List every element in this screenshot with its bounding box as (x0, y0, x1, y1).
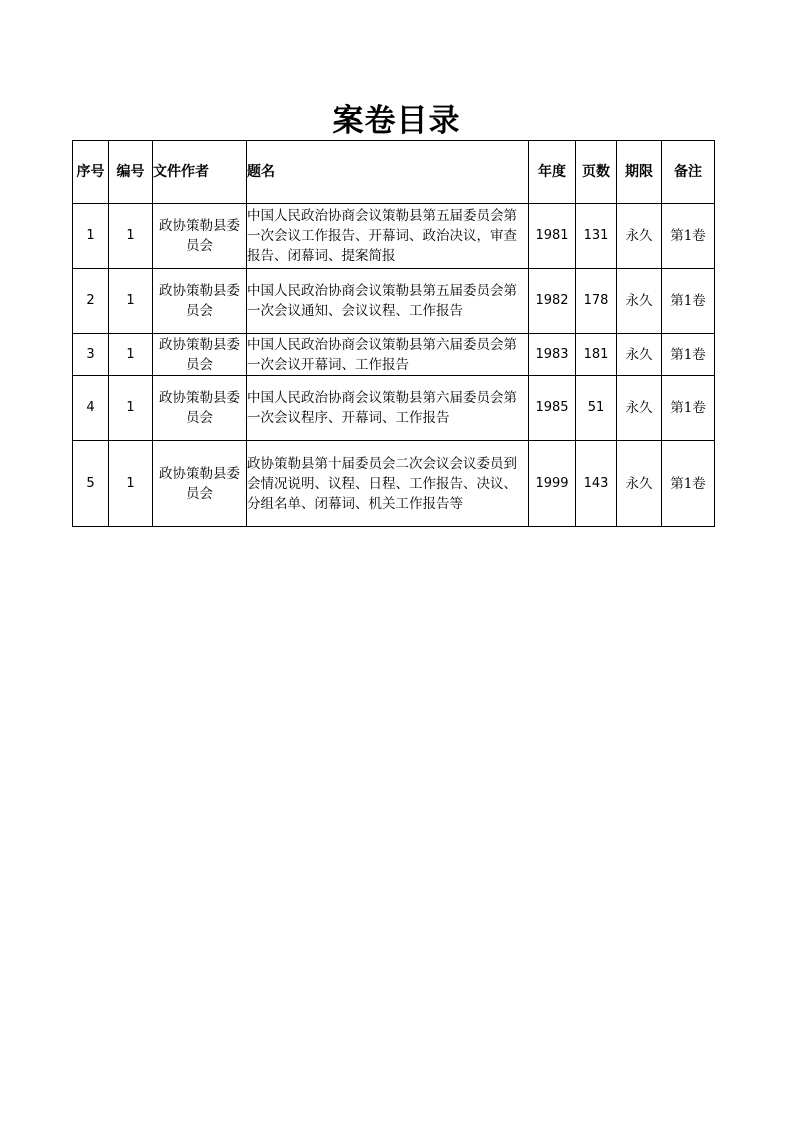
cell-name: 中国人民政治协商会议策勒县第六届委员会第一次会议程序、开幕词、工作报告 (247, 376, 529, 441)
table-row (73, 376, 715, 441)
cell-code: 1 (109, 269, 153, 334)
cell-remark: 第1卷 (662, 269, 715, 334)
cell-seq: 5 (73, 441, 109, 527)
header-code: 编号 (109, 141, 153, 204)
cell-remark: 第1卷 (662, 334, 715, 376)
cell-name: 政协策勒县第十届委员会二次会议会议委员到会情况说明、议程、日程、工作报告、决议、分组名单、闭幕词、机关工作报告等 (247, 441, 529, 527)
cell-pages: 181 (576, 334, 617, 376)
header-remark: 备注 (662, 141, 715, 204)
cell-term: 永久 (617, 334, 662, 376)
cell-author: 政协策勒县委员会 (153, 269, 247, 334)
cell-remark: 第1卷 (662, 376, 715, 441)
cell-year: 1982 (529, 269, 576, 334)
cell-term: 永久 (617, 269, 662, 334)
header-year: 年度 (529, 141, 576, 204)
page-title: 案卷目录 (332, 103, 461, 139)
cell-seq: 1 (73, 204, 109, 269)
cell-seq: 4 (73, 376, 109, 441)
cell-seq: 3 (73, 334, 109, 376)
header-seq: 序号 (73, 141, 109, 204)
cell-pages: 51 (576, 376, 617, 441)
header-row (73, 141, 715, 204)
cell-code: 1 (109, 334, 153, 376)
cell-author: 政协策勒县委员会 (153, 204, 247, 269)
cell-pages: 178 (576, 269, 617, 334)
table-row (73, 269, 715, 334)
cell-term: 永久 (617, 376, 662, 441)
cell-author: 政协策勒县委员会 (153, 334, 247, 376)
table-row (73, 204, 715, 269)
cell-name: 中国人民政治协商会议策勒县第六届委员会第一次会议开幕词、工作报告 (247, 334, 529, 376)
cell-pages: 131 (576, 204, 617, 269)
header-pages: 页数 (576, 141, 617, 204)
cell-author: 政协策勒县委员会 (153, 441, 247, 527)
catalog-table (72, 140, 715, 527)
cell-year: 1981 (529, 204, 576, 269)
cell-pages: 143 (576, 441, 617, 527)
cell-remark: 第1卷 (662, 441, 715, 527)
cell-year: 1985 (529, 376, 576, 441)
cell-seq: 2 (73, 269, 109, 334)
cell-name: 中国人民政治协商会议策勒县第五届委员会第一次会议通知、会议议程、工作报告 (247, 269, 529, 334)
table-row (73, 334, 715, 376)
cell-term: 永久 (617, 441, 662, 527)
table-row (73, 441, 715, 527)
cell-code: 1 (109, 441, 153, 527)
cell-remark: 第1卷 (662, 204, 715, 269)
header-author: 文件作者 (153, 141, 247, 204)
cell-code: 1 (109, 204, 153, 269)
header-term: 期限 (617, 141, 662, 204)
cell-name: 中国人民政治协商会议策勒县第五届委员会第一次会议工作报告、开幕词、政治决议，审查报告、闭幕词、提案简报 (247, 204, 529, 269)
cell-year: 1983 (529, 334, 576, 376)
cell-term: 永久 (617, 204, 662, 269)
cell-code: 1 (109, 376, 153, 441)
cell-author: 政协策勒县委员会 (153, 376, 247, 441)
cell-year: 1999 (529, 441, 576, 527)
header-name: 题名 (247, 141, 529, 204)
